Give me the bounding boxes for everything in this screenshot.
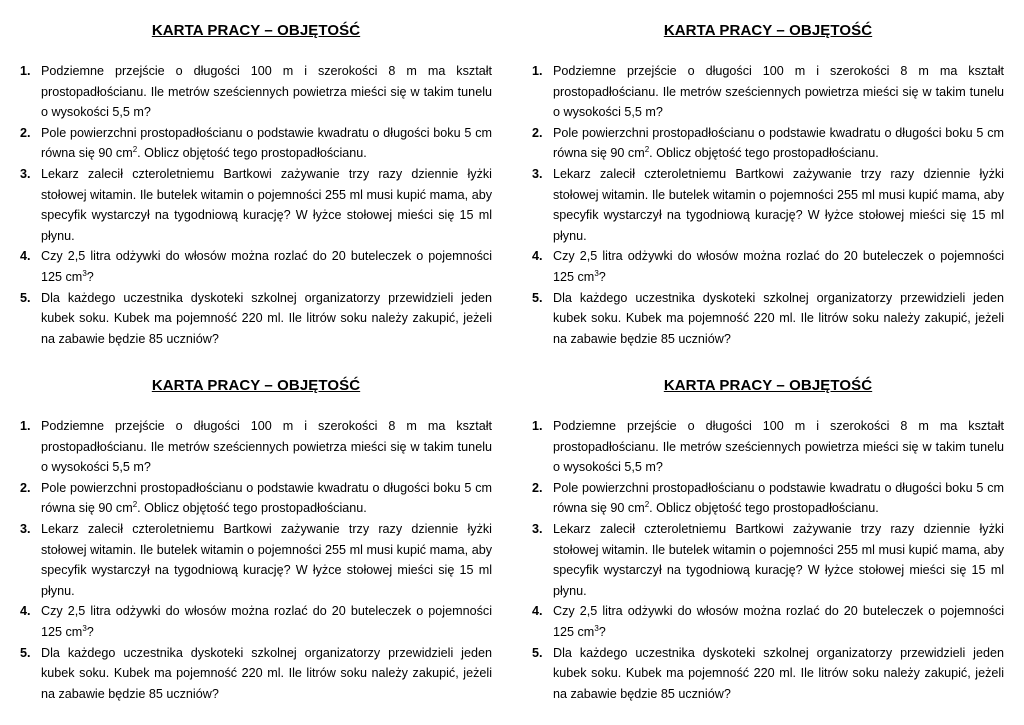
task-text: Dla każdego uczestnika dyskoteki szkolnej organizatorzy przewidzieli jeden kubek soku. Kubek ma pojemność 220 ml. Ile litrów soku należy zakupić, jeżeli na zabawie będzie 85 uczniów? [553,645,1004,701]
task-item-3 [20,164,492,246]
task-text: Dla każdego uczestnika dyskoteki szkolnej organizatorzy przewidzieli jeden kubek soku. Kubek ma pojemność 220 ml. Ile litrów soku należy zakupić, jeżeli na zabawie będzie 85 uczniów? [553,290,1004,346]
task-item-1 [532,61,1004,123]
worksheet-card-top-left [20,20,492,365]
task-number: 1. [532,64,543,78]
task-item-3 [532,519,1004,601]
task-number: 5. [532,290,543,305]
task-item-4 [20,601,492,642]
task-item-5 [20,288,492,350]
task-text-part: Czy 2,5 litra odżywki do włosów można rozlać do 20 buteleczek o pojemności 125 cm [553,604,1004,639]
task-text-part: ? [598,269,606,284]
task-text-part: Pole powierzchni prostopadłościanu o podstawie kwadratu o długości boku 5 cm równa się 90 cm [553,480,1004,516]
task-item-1 [20,61,492,123]
task-superscript: 2 [644,145,650,155]
worksheet-card-bottom-left [20,375,492,720]
task-number: 1. [20,64,31,78]
task-text [553,601,1004,642]
task-number: 2. [20,125,31,140]
task-item-2 [532,478,1004,519]
task-list [532,61,1004,349]
task-text-part: Czy 2,5 litra odżywki do włosów można rozlać do 20 buteleczek o pojemności 125 cm [41,249,492,284]
task-text-part: Czy 2,5 litra odżywki do włosów można rozlać do 20 buteleczek o pojemności 125 cm [553,249,1004,284]
task-text: Lekarz zalecił czteroletniemu Bartkowi zażywanie trzy razy dziennie łyżki stołowej witamin. Ile butelek witamin o pojemności 255 ml musi kupić mama, aby specyfik wystarczył na tygodniową kurację? W łyżce stołowej mieści się 15 ml płynu. [553,521,1004,598]
task-item-1 [20,416,492,478]
task-number: 4. [532,249,543,264]
task-text [41,246,492,287]
worksheet-card-top-right [532,20,1004,365]
task-superscript: 3 [82,623,87,633]
task-text: Lekarz zalecił czteroletniemu Bartkowi zażywanie trzy razy dziennie łyżki stołowej witamin. Ile butelek witamin o pojemności 255 ml musi kupić mama, aby specyfik wystarczył na tygodniową kurację? W łyżce stołowej mieści się 15 ml płynu. [41,521,492,598]
task-text [41,478,492,519]
task-text: Lekarz zalecił czteroletniemu Bartkowi zażywanie trzy razy dziennie łyżki stołowej witamin. Ile butelek witamin o pojemności 255 ml musi kupić mama, aby specyfik wystarczył na tygodniową kurację? W łyżce stołowej mieści się 15 ml płynu. [41,166,492,243]
task-text-part: ? [86,269,94,284]
task-text [553,246,1004,287]
task-number: 3. [532,521,543,536]
task-item-1 [532,416,1004,478]
task-text [553,478,1004,519]
task-text-part: Czy 2,5 litra odżywki do włosów można rozlać do 20 buteleczek o pojemności 125 cm [41,604,492,639]
task-text-part: Pole powierzchni prostopadłościanu o podstawie kwadratu o długości boku 5 cm równa się 90 cm [41,125,492,161]
task-item-4 [20,246,492,287]
task-number: 2. [532,480,543,495]
task-item-3 [20,519,492,601]
task-text-part: ? [86,624,94,639]
task-item-5 [532,288,1004,350]
task-list [20,416,492,704]
card-title: KARTA PRACY – OBJĘTOŚĆ [151,22,361,39]
task-text: Podziemne przejście o długości 100 m i szerokości 8 m ma kształt prostopadłościanu. Ile metrów sześciennych powietrza mieści się w takim tunelu o wysokości 5,5 m? [553,419,1004,475]
task-text: Podziemne przejście o długości 100 m i szerokości 8 m ma kształt prostopadłościanu. Ile metrów sześciennych powietrza mieści się w takim tunelu o wysokości 5,5 m? [553,64,1004,120]
task-number: 1. [532,419,543,433]
task-item-4 [532,246,1004,287]
task-superscript: 2 [644,500,650,510]
worksheet-card-bottom-right [532,375,1004,720]
task-text: Podziemne przejście o długości 100 m i szerokości 8 m ma kształt prostopadłościanu. Ile metrów sześciennych powietrza mieści się w takim tunelu o wysokości 5,5 m? [41,419,492,475]
task-text [553,123,1004,164]
task-item-5 [20,643,492,705]
task-number: 3. [20,166,31,181]
task-text: Podziemne przejście o długości 100 m i szerokości 8 m ma kształt prostopadłościanu. Ile metrów sześciennych powietrza mieści się w takim tunelu o wysokości 5,5 m? [41,64,492,120]
task-number: 4. [20,249,31,264]
task-superscript: 3 [594,623,599,633]
task-text-part: . Oblicz objętość tego prostopadłościanu. [649,146,879,161]
task-superscript: 3 [594,268,599,278]
task-text: Dla każdego uczestnika dyskoteki szkolnej organizatorzy przewidzieli jeden kubek soku. Kubek ma pojemność 220 ml. Ile litrów soku należy zakupić, jeżeli na zabawie będzie 85 uczniów? [41,645,492,701]
task-text [41,601,492,642]
task-number: 2. [532,125,543,140]
task-text: Lekarz zalecił czteroletniemu Bartkowi zażywanie trzy razy dziennie łyżki stołowej witamin. Ile butelek witamin o pojemności 255 ml musi kupić mama, aby specyfik wystarczył na tygodniową kurację? W łyżce stołowej mieści się 15 ml płynu. [553,166,1004,243]
task-text-part: . Oblicz objętość tego prostopadłościanu. [137,501,367,516]
task-number: 1. [20,419,31,433]
task-list [532,416,1004,704]
task-number: 4. [532,604,543,619]
task-text: Dla każdego uczestnika dyskoteki szkolnej organizatorzy przewidzieli jeden kubek soku. Kubek ma pojemność 220 ml. Ile litrów soku należy zakupić, jeżeli na zabawie będzie 85 uczniów? [41,290,492,346]
task-text-part: Pole powierzchni prostopadłościanu o podstawie kwadratu o długości boku 5 cm równa się 90 cm [553,125,1004,161]
task-number: 5. [532,645,543,660]
task-superscript: 3 [82,268,87,278]
task-text-part: Pole powierzchni prostopadłościanu o podstawie kwadratu o długości boku 5 cm równa się 90 cm [41,480,492,516]
task-item-5 [532,643,1004,705]
card-title: KARTA PRACY – OBJĘTOŚĆ [151,377,361,394]
task-number: 5. [20,645,31,660]
task-number: 5. [20,290,31,305]
task-item-4 [532,601,1004,642]
task-superscript: 2 [132,145,138,155]
task-item-2 [20,478,492,519]
task-number: 4. [20,604,31,619]
task-list [20,61,492,349]
task-number: 3. [532,166,543,181]
task-text-part: ? [598,624,606,639]
card-title: KARTA PRACY – OBJĘTOŚĆ [663,377,873,394]
task-text-part: . Oblicz objętość tego prostopadłościanu. [137,146,367,161]
task-item-2 [532,123,1004,164]
task-text-part: . Oblicz objętość tego prostopadłościanu. [649,501,879,516]
task-text [41,123,492,164]
task-superscript: 2 [132,500,138,510]
task-number: 3. [20,521,31,536]
task-item-3 [532,164,1004,246]
card-title: KARTA PRACY – OBJĘTOŚĆ [663,22,873,39]
task-item-2 [20,123,492,164]
task-number: 2. [20,480,31,495]
